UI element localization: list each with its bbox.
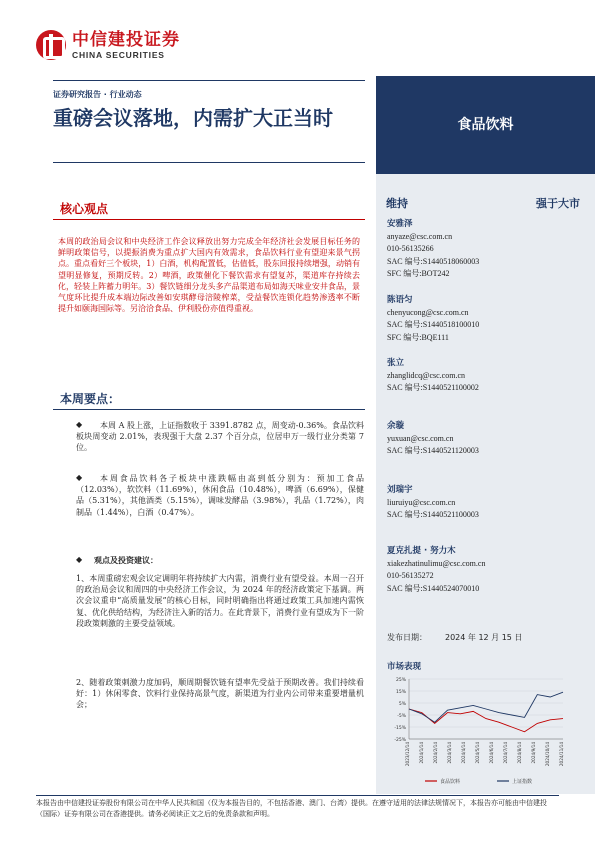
brand-name-en: CHINA SECURITIES [72, 49, 165, 60]
analyst-card [387, 420, 587, 458]
investment-subheading: 观点及投资建议： [94, 556, 158, 565]
chart-xtick-label: 2024/9/14 [531, 742, 536, 764]
chart-ytick-label: -15% [394, 726, 406, 731]
analyst-sac: SAC 编号:S1440518060003 [387, 256, 480, 266]
rating-action: 维持 [386, 197, 408, 210]
chart-xtick-label: 2024/8/14 [517, 742, 522, 764]
market-chart-title: 市场表现 [387, 662, 422, 672]
investment-point-1: 1、本周重磅宏观会议定调明年将持续扩大内需，消费行业有望受益。本周一召开的政治局会议和周四的中央经济工作会议，为 2024 年的经济政策定下基调。两次会议重申“高质量发展”的核心目标，同时明确指出将通过政策工具加速内需恢复、优化供给结构，为经济注入新的活力。在此背景下，消费行业有望成为下一阶段政策刺激的主要受益领域。 [76, 574, 364, 628]
week-point-market: 本周 A 股上涨，上证指数收于 3391.8782 点，周变动-0.36%。食品饮料板块周变动 2.01%，表现强于大盘 2.37 个百分点，位居申万一级行业分类第 7 位。 [76, 421, 364, 453]
core-heading: 核心观点 [60, 202, 109, 216]
publish-date-label: 发布日期： [387, 633, 427, 642]
chart-xtick-label: 2024/2/14 [433, 742, 438, 764]
chart-ytick-label: 15% [395, 690, 406, 695]
analyst-sac: SAC 编号:S1440524070010 [387, 583, 480, 593]
report-title: 重磅会议落地，内需扩大正当时 [53, 106, 333, 130]
chart-xtick-label: 2024/7/14 [503, 742, 508, 764]
chart-xtick-label: 2024/3/14 [447, 742, 452, 764]
footer-divider [36, 795, 559, 796]
sector-label: 食品饮料 [457, 117, 514, 133]
title-divider [53, 162, 365, 163]
chart-series-line [409, 692, 563, 722]
analyst-sfc: SFC 编号:BQE111 [387, 332, 449, 342]
analyst-sac: SAC 编号:S1440521100003 [387, 510, 479, 520]
analyst-card [387, 294, 587, 344]
analyst-sfc: SFC 编号:BOT242 [387, 269, 450, 279]
analyst-sac: SAC 编号:S1440521120003 [387, 446, 479, 456]
chart-xtick-label: 2024/10/14 [545, 742, 550, 767]
chart-xtick-label: 2024/1/14 [419, 742, 424, 764]
investment-point-2: 2、随着政策刺激力度加码，顺周期餐饮链有望率先受益于预期改善。我们持续看好：1）休闲零食、饮料行业保持高景气度，新渠道为行业内公司带来重要增量机会； [76, 678, 364, 710]
analyst-email[interactable]: xiakezhatinulimu@csc.com.cn [387, 558, 486, 568]
report-type: 证券研究报告 · 行业动态 [53, 90, 142, 99]
disclaimer-footer: 本报告由中信建投证券股份有限公司在中华人民共和国（仅为本报告目的，不包括香港、澳门、台湾）提供。在遵守适用的法律法规情况下，本报告亦可能由中信建投（国际）证券有限公司在香港提供。请务必阅读正文之后的免责条款和声明。 [36, 799, 547, 818]
week-point-subsectors: 本周食品饮料各子板块中涨跌幅由高到低分别为：预加工食品（12.03%），软饮料（11.69%），休闲食品（10.48%），啤酒（6.69%），保健品（5.31%），其他酒类（5.15%），调味发酵品（3.98%），乳品（1.72%），肉制品（1.44%），白酒（0.47%）。 [76, 474, 364, 517]
analyst-email[interactable]: zhanglidcq@csc.com.cn [387, 370, 466, 380]
market-performance-chart [387, 673, 583, 789]
brand-logo [36, 30, 180, 60]
legend-label: 食品饮料 [440, 778, 461, 785]
analyst-email[interactable]: yuxuan@csc.com.cn [387, 433, 454, 443]
analyst-name: 陈语匀 [387, 295, 413, 305]
rating-value: 强于大市 [536, 197, 580, 210]
analyst-sac: SAC 编号:S1440521100002 [387, 383, 479, 393]
analyst-sac: SAC 编号:S1440518100010 [387, 320, 480, 330]
header-divider [53, 80, 365, 81]
core-divider [53, 219, 365, 220]
analyst-card [387, 484, 587, 522]
analyst-card [387, 218, 587, 281]
brand-name-cn: 中信建投证券 [72, 29, 180, 50]
analyst-email[interactable]: anyaze@csc.com.cn [387, 231, 453, 241]
analyst-email[interactable]: chenyucong@csc.com.cn [387, 307, 469, 317]
publish-date [387, 632, 522, 643]
analyst-name: 刘瑞宇 [387, 485, 413, 495]
bullet-diamond-icon: ◆ [76, 555, 83, 564]
brand-logo-text [72, 31, 180, 60]
core-summary: 本周的政治局会议和中央经济工作会议释放出努力完成全年经济社会发展目标任务的鲜明政策信号，以提振消费为重点扩大国内有效需求，食品饮料行业有望迎来景气拐点。重点看好三个板块，1）白酒，机构配置低，估值低，股东回报持续增强，动销有望明显修复，预期反转。2）啤酒，政策催化下餐饮需求有望复苏，渠道库存持续去化，轻装上阵蓄力明年。3）餐饮链细分龙头多产品渠道布局如海天味业安井食品，景气度环比提升成本端边际改善如安琪酵母涪陵榨菜，受益餐饮连锁化趋势渗透率不断提升如颐海国际等。另洽洽食品、伊利股份亦值得重视。 [58, 237, 360, 314]
analyst-card [387, 357, 587, 395]
analyst-name: 夏克扎提 · 努力木 [387, 546, 456, 556]
bullet-diamond-icon: ◆ [76, 473, 83, 482]
chart-ytick-label: 25% [395, 678, 406, 683]
week-divider [53, 409, 365, 410]
analyst-name: 安雅泽 [387, 219, 413, 229]
analyst-card [387, 545, 587, 595]
analyst-email[interactable]: liuruiyu@csc.com.cn [387, 497, 456, 507]
brand-logo-icon [36, 30, 66, 60]
analyst-name: 余璇 [387, 421, 405, 431]
chart-xtick-label: 2024/11/14 [559, 742, 564, 767]
analyst-phone: 010-56135272 [387, 571, 434, 581]
sector-banner [376, 76, 595, 174]
publish-date-value: 2024 年 12 月 15 日 [445, 633, 523, 642]
legend-label: 上证指数 [512, 778, 533, 785]
chart-ytick-label: 5% [398, 702, 406, 707]
analyst-name: 张立 [387, 358, 405, 368]
bullet-diamond-icon: ◆ [76, 420, 83, 429]
chart-ytick-label: -25% [394, 738, 406, 743]
rating-row [386, 195, 586, 209]
week-heading: 本周要点： [60, 392, 121, 406]
chart-ytick-label: -5% [397, 714, 406, 719]
chart-xtick-label: 2024/4/14 [461, 742, 466, 764]
chart-xtick-label: 2024/6/14 [489, 742, 494, 764]
chart-xtick-label: 2024/5/14 [475, 742, 480, 764]
analyst-phone: 010-56135266 [387, 244, 434, 254]
chart-xtick-label: 2023/12/14 [405, 742, 410, 767]
